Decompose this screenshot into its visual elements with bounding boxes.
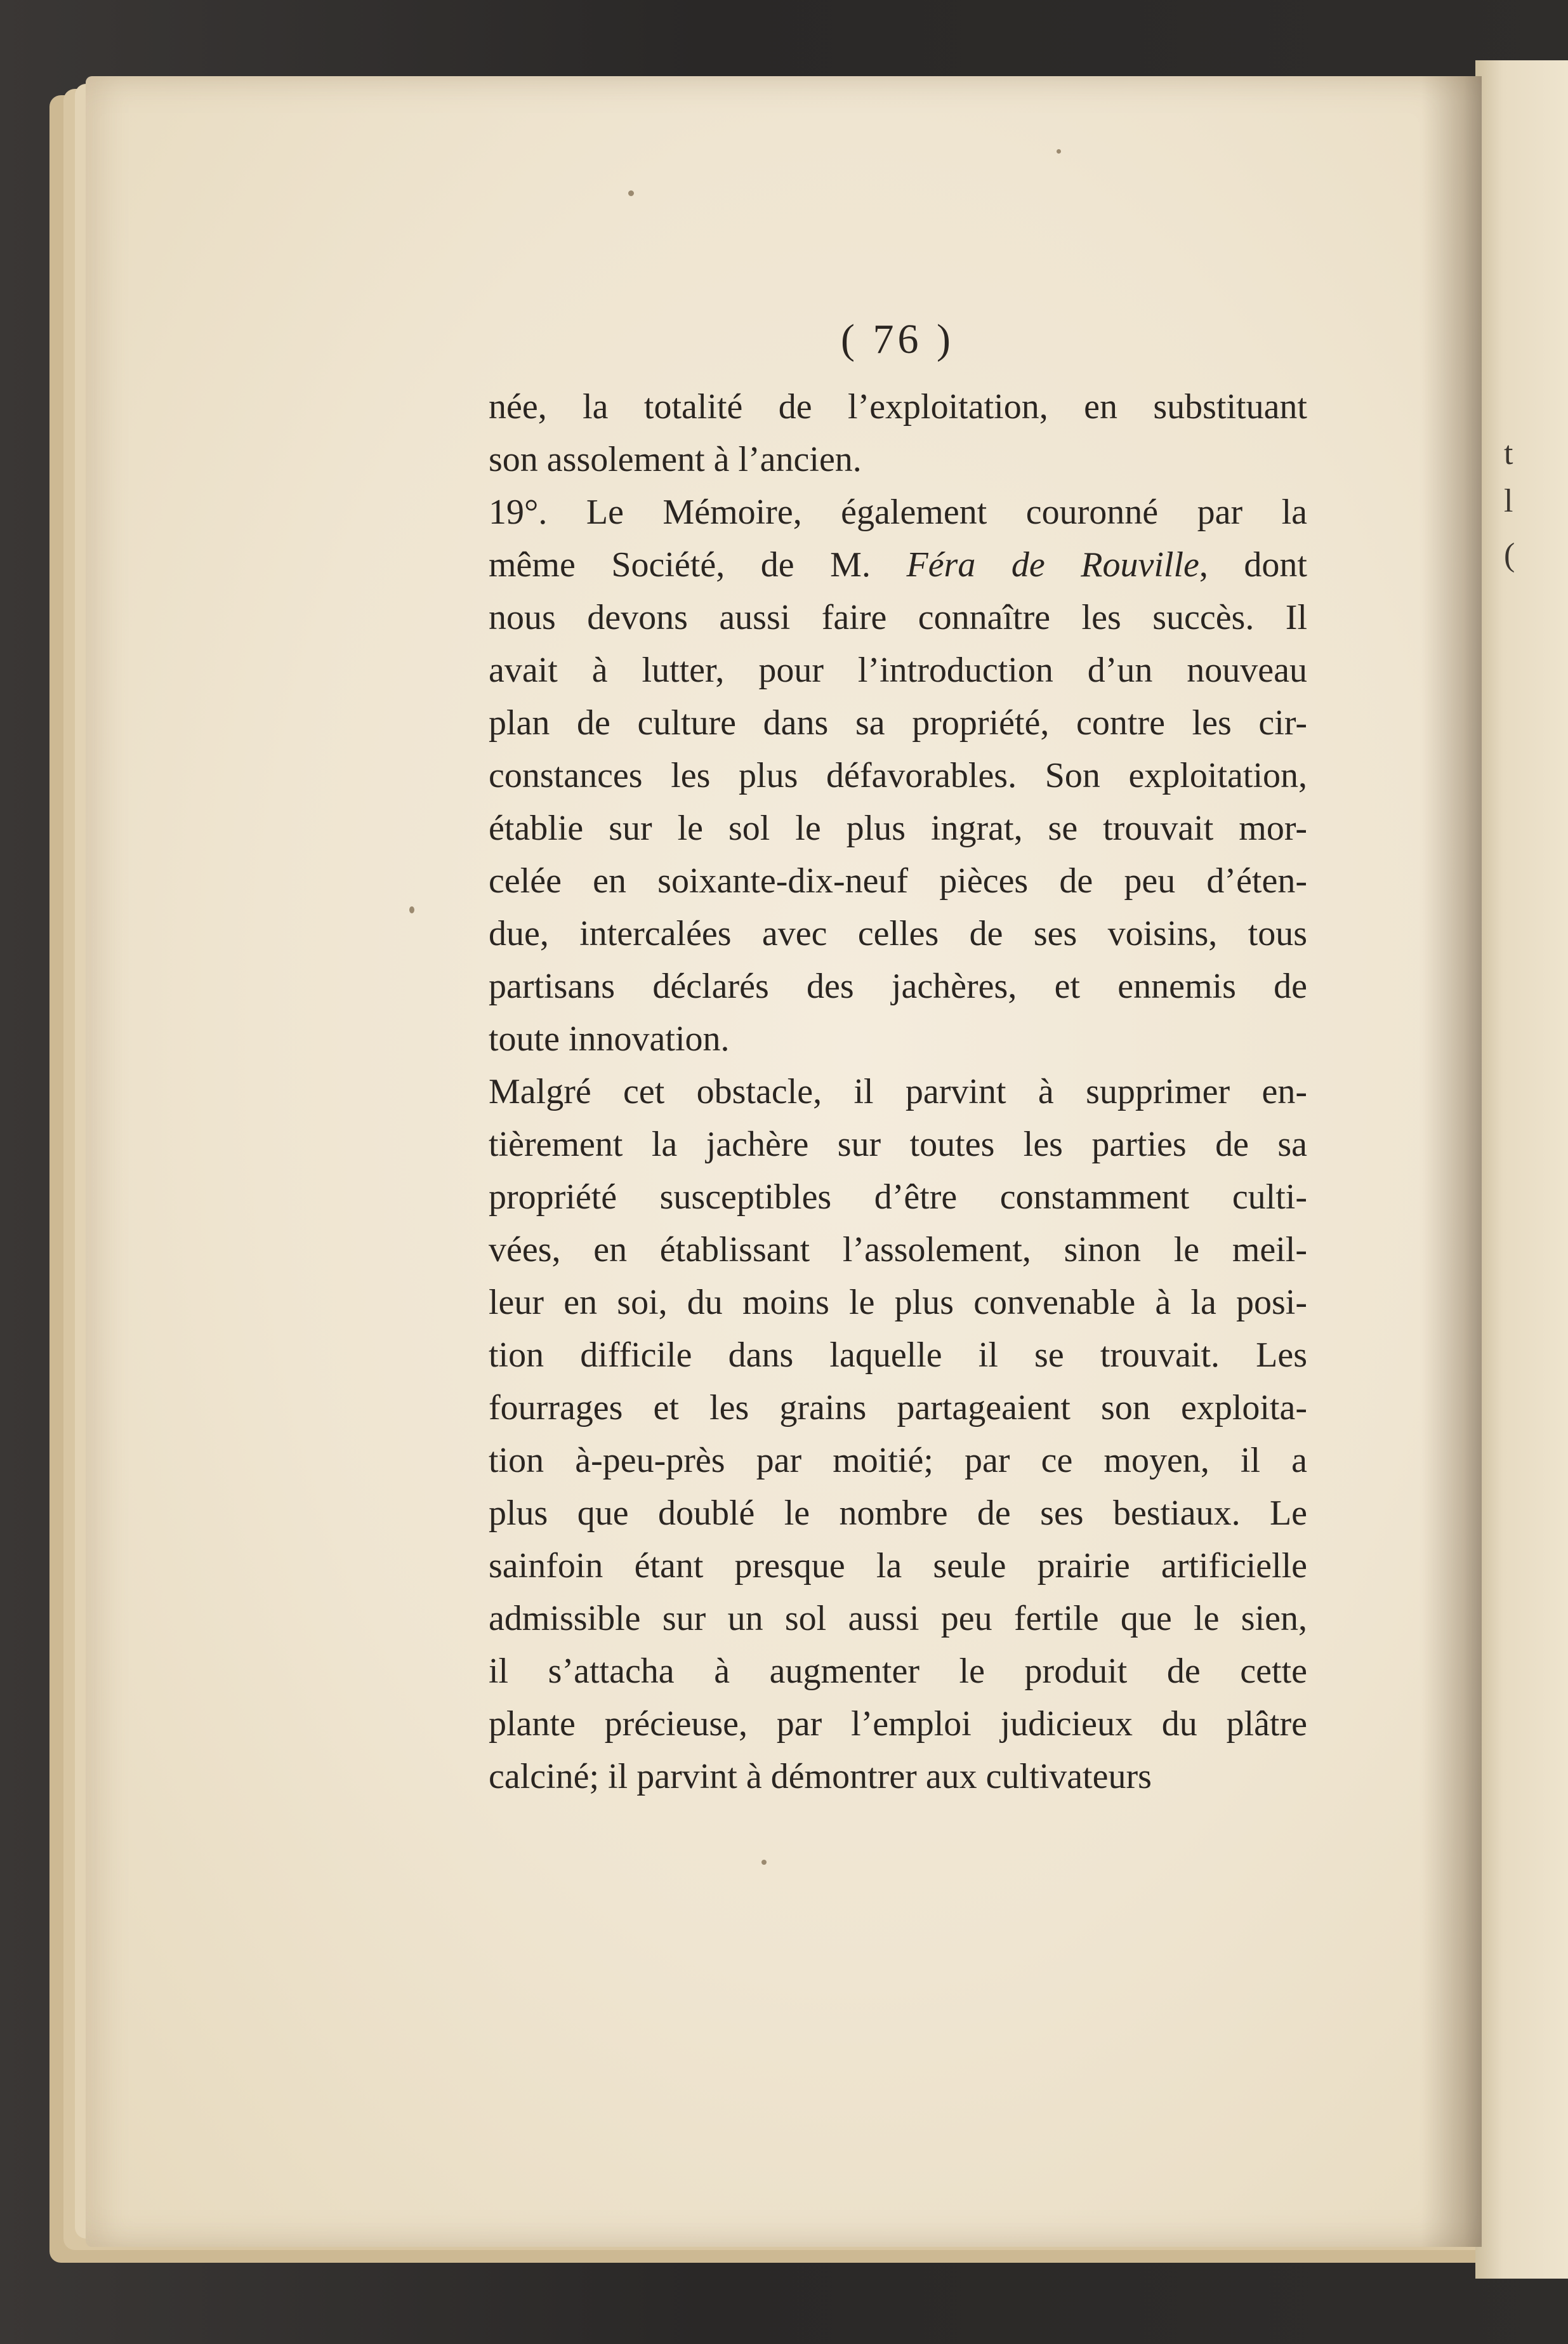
text-line — [489, 1382, 1307, 1434]
paper-speck — [628, 190, 634, 196]
text-line — [489, 1224, 1307, 1276]
facing-page-glyph: ( — [1504, 537, 1515, 573]
text-line-run: due, intercalées avec celles de ses voisins, tous — [489, 914, 1307, 953]
gutter-shadow — [1421, 76, 1482, 2247]
text-line — [489, 381, 1307, 434]
text-line — [489, 1751, 1307, 1803]
text-line — [489, 750, 1307, 802]
text-line-run: il s’attacha à augmenter le produit de cette — [489, 1652, 1307, 1691]
text-line — [489, 644, 1307, 697]
facing-page-glyph: t — [1504, 435, 1513, 472]
text-line — [489, 802, 1307, 855]
text-line-run: , dont — [1199, 545, 1307, 585]
text-line-run: née, la totalité de l’exploitation, en substituant — [489, 387, 1307, 427]
page-number: ( 76 ) — [841, 316, 954, 362]
text-line-run: établie sur le sol le plus ingrat, se trouvait mor- — [489, 809, 1307, 848]
text-line-run: nous devons aussi faire connaître les succès. Il — [489, 598, 1307, 637]
text-line-run: plus que doublé le nombre de ses bestiaux. Le — [489, 1493, 1307, 1533]
text-line — [489, 1592, 1307, 1645]
text-line-run: plante précieuse, par l’emploi judicieux du plâtre — [489, 1704, 1307, 1744]
text-line — [489, 1645, 1307, 1698]
text-line-run: tièrement la jachère sur toutes les parties de sa — [489, 1125, 1307, 1164]
text-line-run: plan de culture dans sa propriété, contre les cir- — [489, 703, 1307, 743]
body-text — [489, 381, 1307, 1803]
text-line — [489, 1540, 1307, 1592]
text-line — [489, 539, 1307, 592]
text-line — [489, 1698, 1307, 1751]
text-line — [489, 697, 1307, 750]
text-line-run: son assolement à l’ancien. — [489, 440, 862, 479]
text-line — [489, 1329, 1307, 1382]
text-line-run: tion à-peu-près par moitié; par ce moyen, il a — [489, 1441, 1307, 1480]
text-line-run: 19°. Le Mémoire, également couronné par la — [489, 493, 1307, 532]
text-line — [489, 1118, 1307, 1171]
text-line — [489, 592, 1307, 644]
text-line — [489, 1171, 1307, 1224]
text-line-run: calciné; il parvint à démontrer aux cultivateurs — [489, 1757, 1152, 1796]
text-line — [489, 1487, 1307, 1540]
text-line — [489, 434, 1307, 486]
italic-name: Féra de Rouville — [906, 545, 1199, 585]
text-line — [489, 1434, 1307, 1487]
text-line-run: partisans déclarés des jachères, et ennemis de — [489, 967, 1307, 1006]
text-line — [489, 1066, 1307, 1118]
facing-page — [1475, 60, 1568, 2279]
text-line-run: même Société, de M. — [489, 545, 907, 585]
facing-page-glyph: l — [1504, 483, 1513, 519]
text-line-run: admissible sur un sol aussi peu fertile que le sien, — [489, 1599, 1307, 1638]
text-line — [489, 1276, 1307, 1329]
text-line-run: propriété susceptibles d’être constamment culti- — [489, 1177, 1307, 1217]
text-line-run: tion difficile dans laquelle il se trouvait. Les — [489, 1335, 1307, 1375]
paper-speck — [761, 1860, 767, 1865]
text-line-run: avait à lutter, pour l’introduction d’un nouveau — [489, 651, 1307, 690]
text-line-run: constances les plus défavorables. Son exploitation, — [489, 756, 1307, 795]
text-line-run: toute innovation. — [489, 1019, 730, 1059]
text-line — [489, 960, 1307, 1013]
paper-speck — [409, 906, 414, 913]
text-line — [489, 1013, 1307, 1066]
text-line — [489, 486, 1307, 539]
text-line-run: sainfoin étant presque la seule prairie artificielle — [489, 1546, 1307, 1586]
text-line-run: vées, en établissant l’assolement, sinon le meil- — [489, 1230, 1307, 1269]
paper-speck — [1057, 149, 1061, 154]
text-line — [489, 908, 1307, 960]
text-line-run: Malgré cet obstacle, il parvint à supprimer en- — [489, 1072, 1307, 1111]
text-line — [489, 855, 1307, 908]
text-line-run: leur en soi, du moins le plus convenable à la posi- — [489, 1283, 1307, 1322]
text-line-run: fourrages et les grains partageaient son exploita- — [489, 1388, 1307, 1427]
text-line-run: celée en soixante-dix-neuf pièces de peu d’éten- — [489, 861, 1307, 901]
